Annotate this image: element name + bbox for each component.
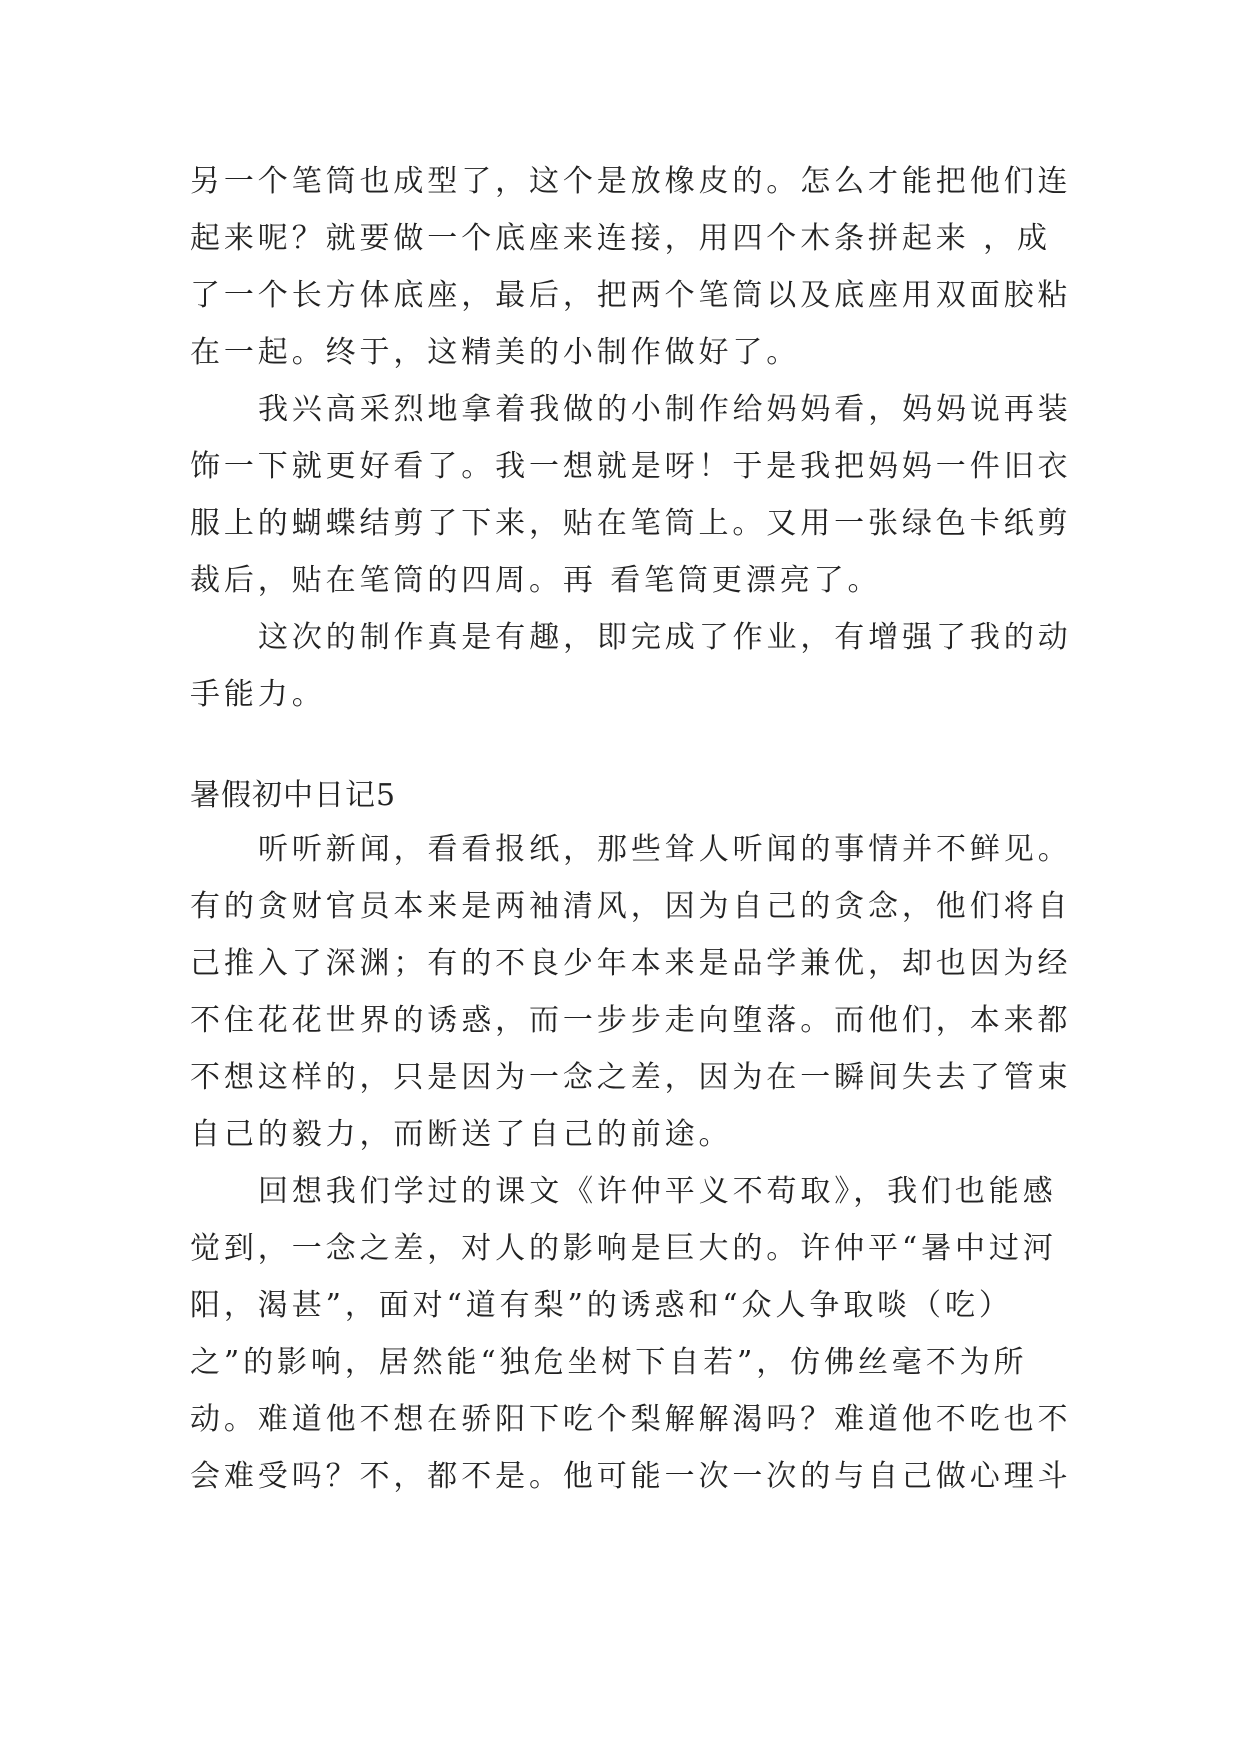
text-line: 裁后，贴在笔筒的四周。再 看笔筒更漂亮了。: [190, 563, 882, 598]
text-line: 手能力。: [190, 677, 326, 712]
text-line: 觉到，一念之差，对人的影响是巨大的。许仲平“暑中过河: [190, 1231, 1057, 1266]
section-title: 暑假初中日记5: [190, 778, 397, 813]
text-line: 起来呢？就要做一个底座来连接，用四个木条拼起来 ，成: [190, 221, 1051, 256]
text-line: 之”的影响，居然能“独危坐树下自若”，仿佛丝毫不为所: [190, 1345, 1028, 1380]
text-line: 在一起。终于，这精美的小制作做好了。: [190, 335, 801, 370]
text-line: 阳，渴甚”，面对“道有梨”的诱惑和“众人争取啖（吃）: [190, 1288, 1013, 1323]
text-line: 服上的蝴蝶结剪了下来，贴在笔筒上。又用一张绿色卡纸剪: [190, 506, 1072, 541]
text-line: 会难受吗？不，都不是。他可能一次一次的与自己做心理斗: [190, 1459, 1072, 1494]
text-line: 回想我们学过的课文《许仲平义不苟取》，我们也能感: [258, 1174, 1057, 1209]
text-line: 己推入了深渊；有的不良少年本来是品学兼优，却也因为经: [190, 946, 1072, 981]
text-line: 我兴高采烈地拿着我做的小制作给妈妈看，妈妈说再装: [258, 392, 1072, 427]
text-line: 不住花花世界的诱惑，而一步步走向堕落。而他们，本来都: [190, 1003, 1072, 1038]
text-line: 有的贪财官员本来是两袖清风，因为自己的贪念，他们将自: [190, 889, 1072, 924]
text-line: 了一个长方体底座，最后，把两个笔筒以及底座用双面胶粘: [190, 278, 1072, 313]
text-line: 不想这样的，只是因为一念之差，因为在一瞬间失去了管束: [190, 1060, 1072, 1095]
text-line: 另一个笔筒也成型了，这个是放橡皮的。怎么才能把他们连: [190, 164, 1072, 199]
text-line: 自己的毅力，而断送了自己的前途。: [190, 1117, 733, 1152]
text-line: 这次的制作真是有趣，即完成了作业，有增强了我的动: [258, 620, 1072, 655]
text-line: 饰一下就更好看了。我一想就是呀！于是我把妈妈一件旧衣: [190, 449, 1072, 484]
text-line: 动。难道他不想在骄阳下吃个梨解解渴吗？难道他不吃也不: [190, 1402, 1072, 1437]
text-line: 听听新闻，看看报纸，那些耸人听闻的事情并不鲜见。: [258, 832, 1072, 867]
